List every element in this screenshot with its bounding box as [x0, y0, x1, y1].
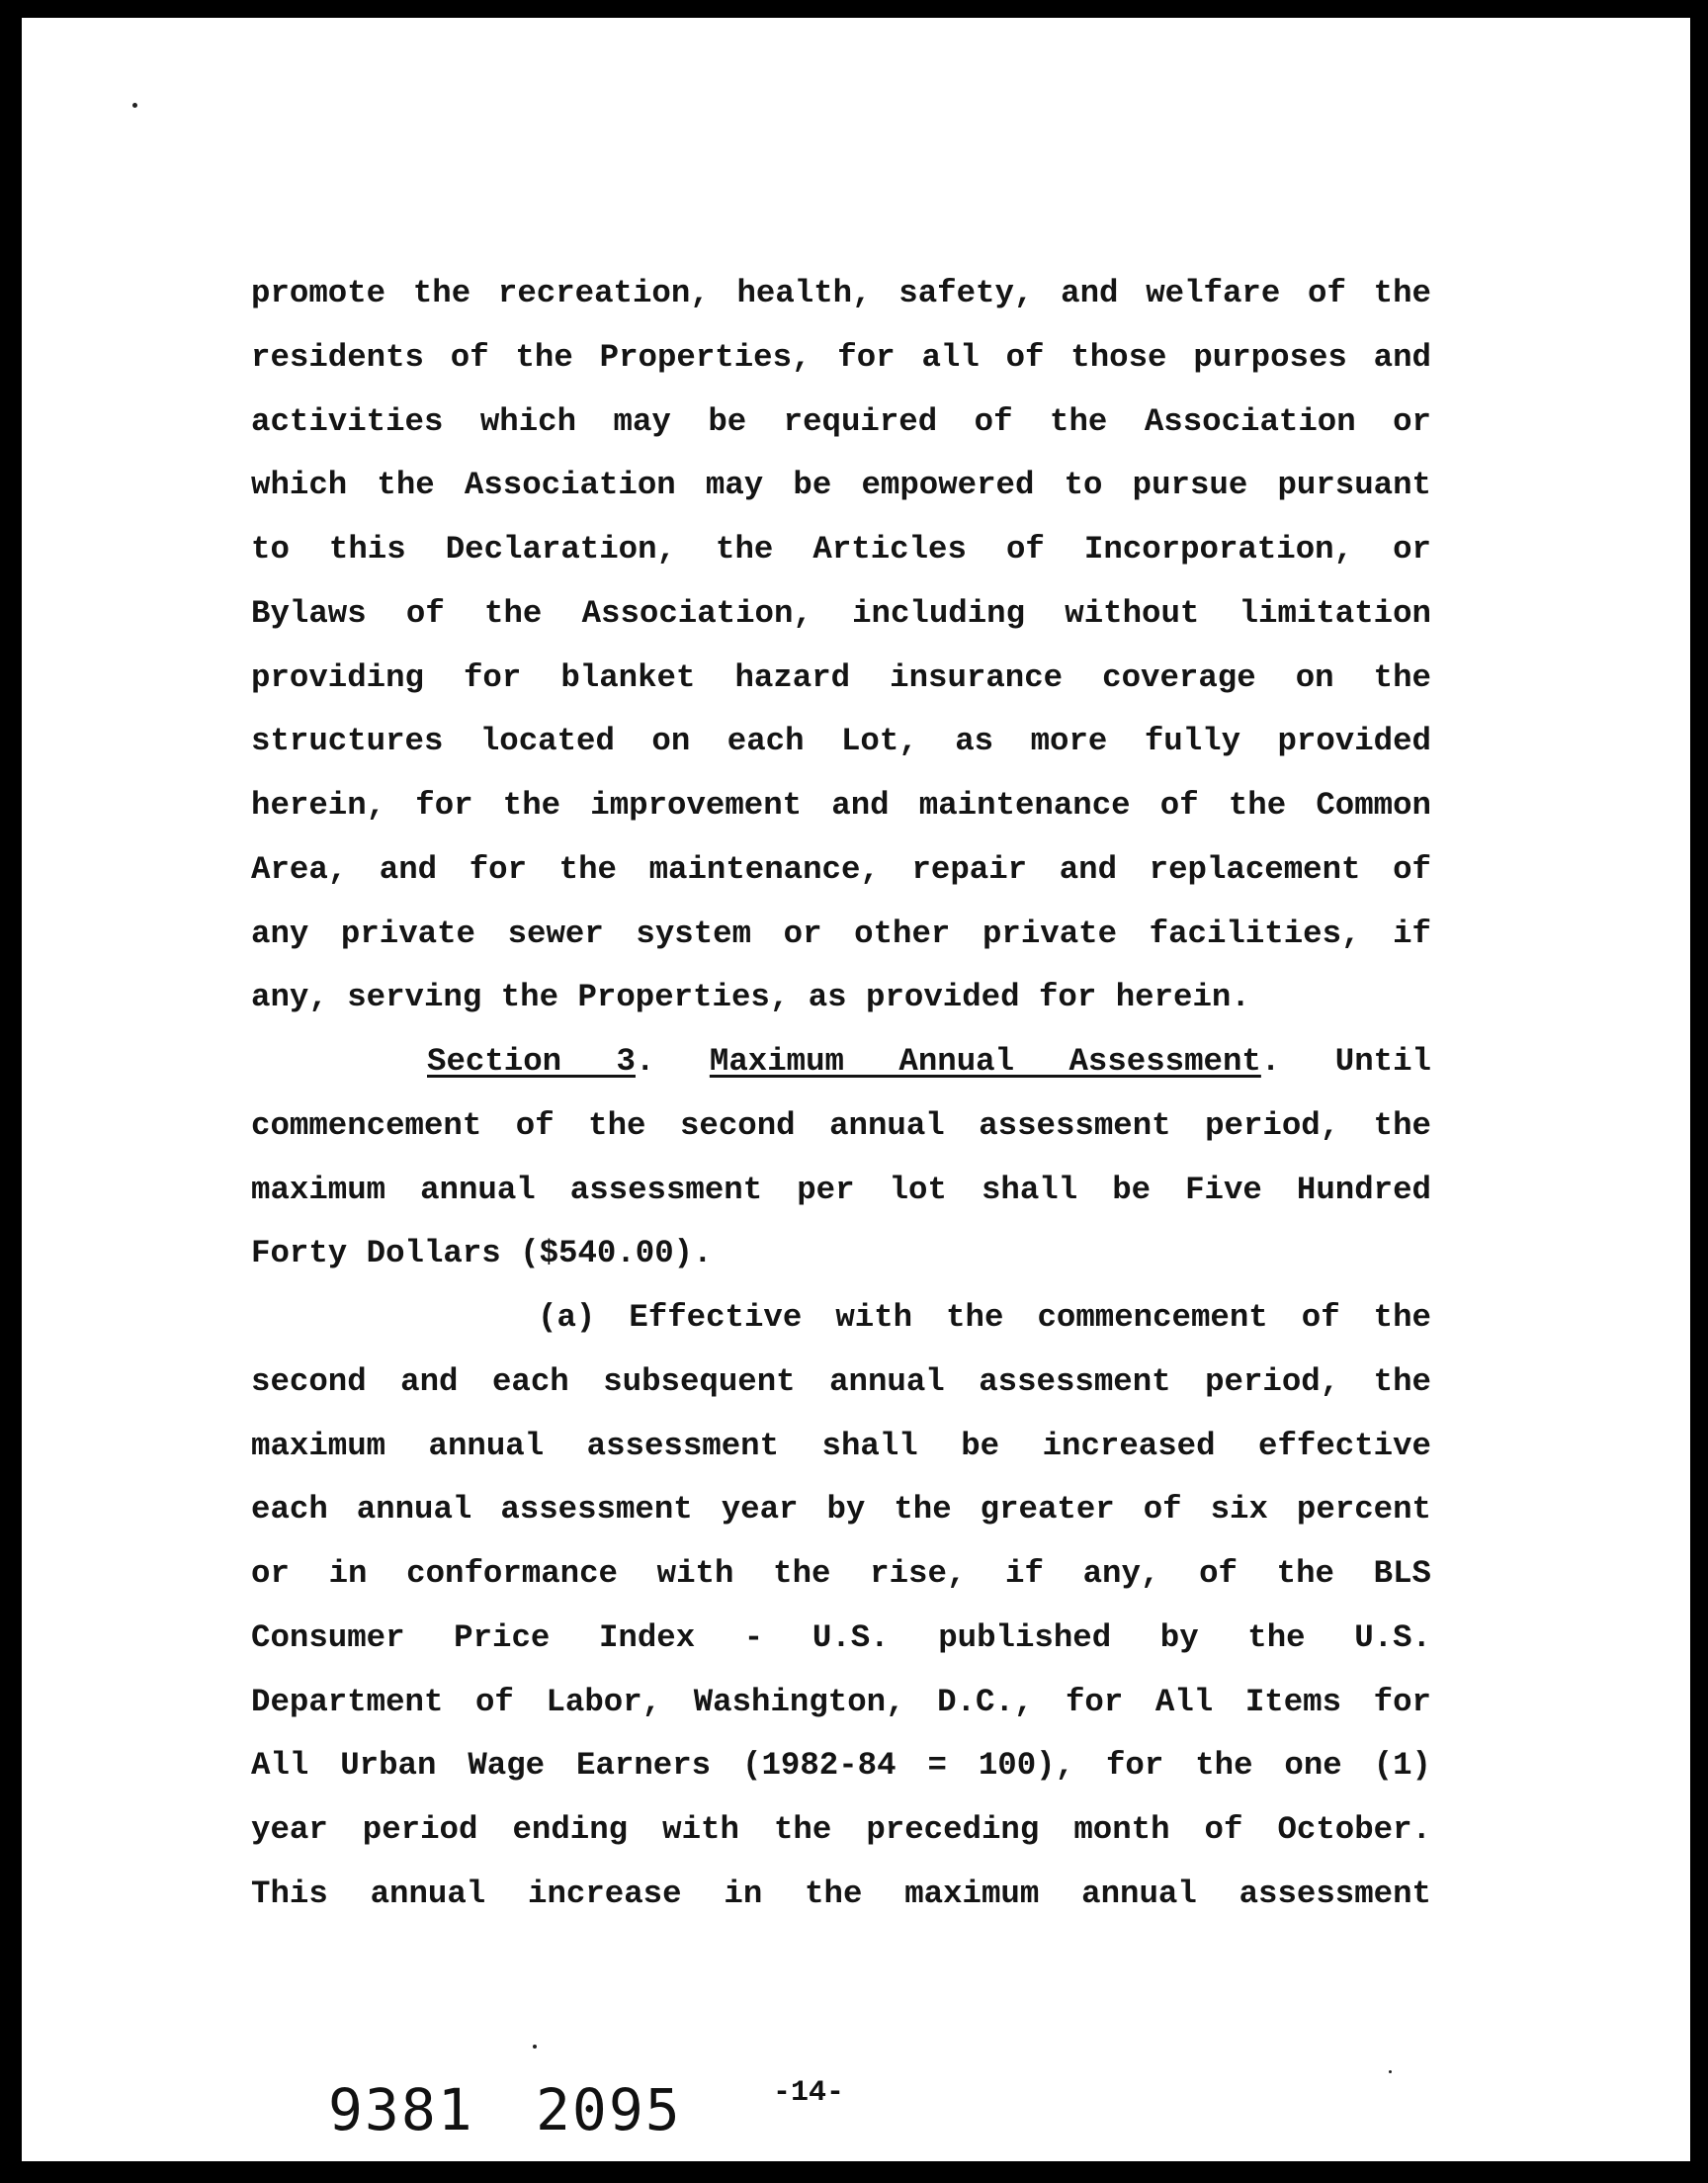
document-body: [251, 262, 1431, 1927]
text-line: Bylaws of the Association, including without limitation: [251, 594, 1431, 632]
scan-speck: [1389, 2070, 1392, 2073]
text-line: each annual assessment year by the greater of six percent: [251, 1491, 1431, 1528]
text-line: Area, and for the maintenance, repair and replacement of: [251, 850, 1431, 888]
page-number: -14-: [773, 2076, 845, 2110]
document-page: [22, 18, 1690, 2161]
subsection-a-first-line: (a) Effective with the commencement of the: [538, 1299, 1431, 1336]
text-line: promote the recreation, health, safety, and welfare of the: [251, 275, 1431, 311]
text-line: activities which may be required of the Association or: [251, 402, 1431, 440]
text-line: providing for blanket hazard insurance coverage on the: [251, 658, 1431, 696]
text-line: any, serving the Properties, as provided for herein.: [251, 979, 1250, 1016]
text-line: any private sewer system or other private facilities, if: [251, 915, 1431, 952]
section-label: Section 3: [427, 1043, 636, 1080]
text-line: herein, for the improvement and maintenance of the Common: [251, 787, 1431, 824]
text-line: or in conformance with the rise, if any, of the BLS: [251, 1555, 1431, 1592]
text-line: year period ending with the preceding month of October.: [251, 1811, 1431, 1848]
text-line: structures located on each Lot, as more fully provided: [251, 723, 1431, 760]
scan-speck: [132, 103, 137, 108]
section-heading-line: Section 3. Maximum Annual Assessment. Until: [427, 1043, 1431, 1080]
section-first-word: Until: [1334, 1043, 1431, 1080]
scan-speck: [533, 2045, 537, 2049]
footer-stamp-left: 9381: [328, 2076, 474, 2143]
text-line: commencement of the second annual assessment period, the: [251, 1106, 1431, 1144]
text-line: which the Association may be empowered to pursue pursuant: [251, 467, 1431, 504]
section-title: Maximum Annual Assessment: [709, 1043, 1261, 1080]
text-line: maximum annual assessment shall be increased effective: [251, 1427, 1431, 1464]
text-line: Department of Labor, Washington, D.C., for All Items for: [251, 1683, 1431, 1720]
text-line: This annual increase in the maximum annual assessment: [251, 1875, 1431, 1912]
text-line: to this Declaration, the Articles of Incorporation, or: [251, 531, 1431, 568]
text-line: All Urban Wage Earners (1982-84 = 100), for the one (1): [251, 1747, 1431, 1785]
text-line: Consumer Price Index - U.S. published by the U.S.: [251, 1618, 1431, 1656]
text-line: residents of the Properties, for all of those purposes and: [251, 338, 1431, 376]
footer-stamp-right: 2095: [536, 2076, 682, 2143]
text-line: Forty Dollars ($540.00).: [251, 1235, 713, 1272]
text-line: second and each subsequent annual assessment period, the: [251, 1362, 1431, 1400]
text-line: maximum annual assessment per lot shall be Five Hundred: [251, 1171, 1431, 1208]
